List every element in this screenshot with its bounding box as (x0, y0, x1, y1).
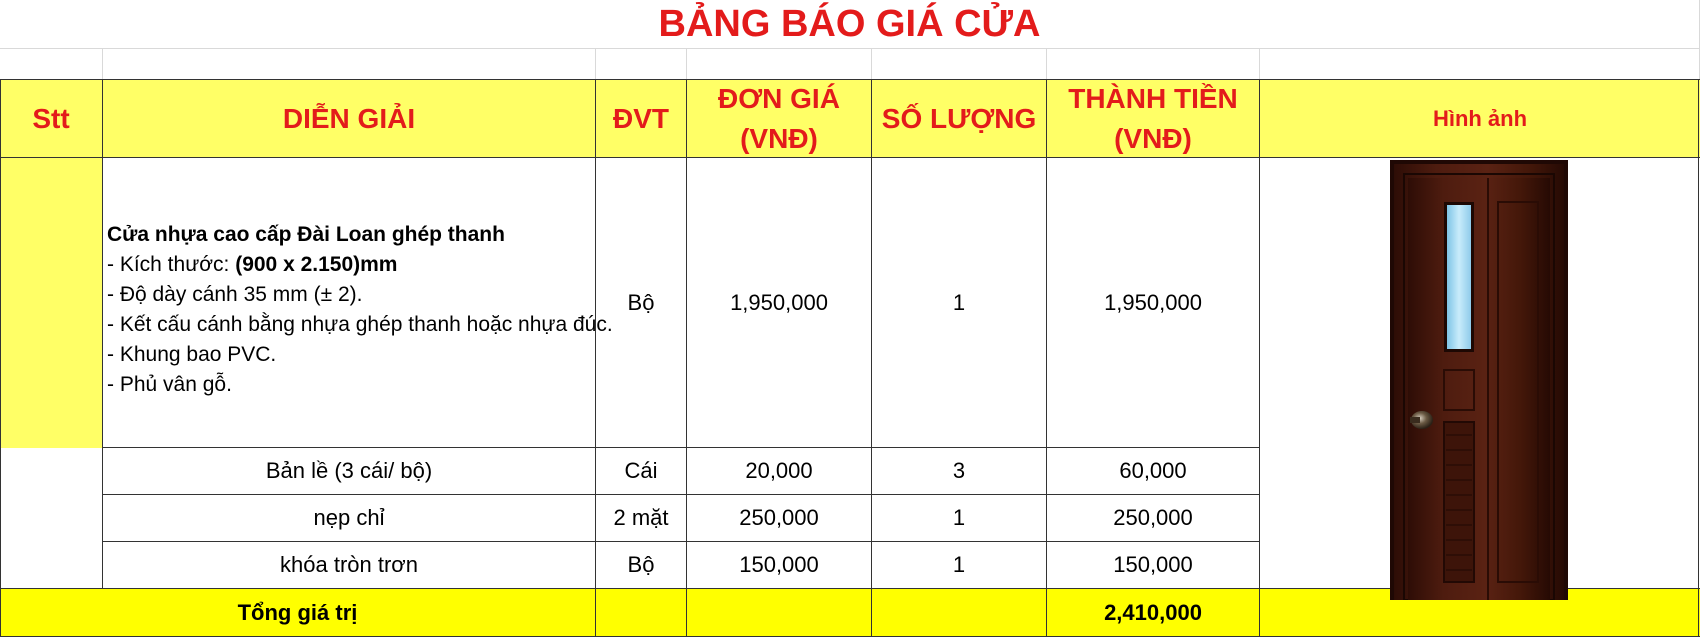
main-item-title: Cửa nhựa cao cấp Đài Loan ghép thanh (107, 223, 505, 246)
empty-cell[interactable] (0, 49, 103, 80)
table-border-top (0, 79, 1700, 80)
accessory-thanh-tien[interactable]: 150,000 (1047, 542, 1260, 589)
total-value[interactable]: 2,410,000 (1047, 589, 1260, 636)
header-border-bottom (0, 157, 1700, 158)
total-empty-so-luong[interactable] (872, 589, 1047, 636)
main-item-line: - Độ dày cánh 35 mm (± 2). (107, 283, 363, 306)
empty-cell[interactable] (1047, 49, 1260, 80)
table-border-right (1698, 79, 1699, 637)
header-thanh-tien-text: THÀNH TIỀN (VNĐ) (1068, 83, 1238, 154)
main-item-line: - Kết cấu cánh bằng nhựa ghép thanh hoặc nhựa đúc. (107, 313, 613, 336)
accessory-thanh-tien[interactable]: 60,000 (1047, 448, 1260, 495)
stt-cell-lower[interactable] (0, 448, 103, 589)
table-border-bottom (0, 636, 1700, 637)
accessory-don-gia[interactable]: 20,000 (687, 448, 872, 495)
main-item-dvt[interactable]: Bộ (596, 158, 687, 448)
main-item-line: - Khung bao PVC. (107, 343, 277, 366)
empty-cell[interactable] (1260, 49, 1700, 80)
header-dvt[interactable]: ĐVT (596, 80, 687, 158)
header-hinh-anh[interactable]: Hình ảnh (1260, 80, 1700, 158)
door-image (1390, 160, 1568, 600)
main-item-description[interactable] (103, 158, 613, 448)
total-empty-dvt[interactable] (596, 589, 687, 636)
accessory-dvt[interactable]: Cái (596, 448, 687, 495)
accessory-don-gia[interactable]: 250,000 (687, 495, 872, 542)
empty-cell[interactable] (872, 49, 1047, 80)
main-item-don-gia[interactable]: 1,950,000 (687, 158, 872, 448)
accessory-name[interactable]: nẹp chỉ (103, 495, 596, 542)
accessory-dvt[interactable]: Bộ (596, 542, 687, 589)
table-border-left (0, 79, 1, 637)
empty-cell[interactable] (596, 49, 687, 80)
accessory-so-luong[interactable]: 1 (872, 495, 1047, 542)
header-dien-giai[interactable]: DIỄN GIẢI (103, 80, 596, 158)
header-so-luong[interactable]: SỐ LƯỢNG (872, 80, 1047, 158)
accessory-thanh-tien[interactable]: 250,000 (1047, 495, 1260, 542)
accessory-name[interactable]: Bản lề (3 cái/ bộ) (103, 448, 596, 495)
total-empty-don-gia[interactable] (687, 589, 872, 636)
header-don-gia-text: ĐƠN GIÁ (VNĐ) (718, 83, 840, 154)
size-value: (900 x 2.150)mm (235, 253, 398, 276)
accessory-so-luong[interactable]: 3 (872, 448, 1047, 495)
empty-cell[interactable] (103, 49, 596, 80)
main-item-so-luong[interactable]: 1 (872, 158, 1047, 448)
sheet-title: BẢNG BÁO GIÁ CỬA (0, 0, 1700, 49)
accessory-don-gia[interactable]: 150,000 (687, 542, 872, 589)
empty-cell[interactable] (687, 49, 872, 80)
main-item-thanh-tien[interactable]: 1,950,000 (1047, 158, 1260, 448)
total-label[interactable]: Tổng giá trị (0, 589, 596, 636)
accessory-name[interactable]: khóa tròn trơn (103, 542, 596, 589)
header-don-gia[interactable] (687, 80, 872, 158)
header-stt[interactable]: Stt (0, 80, 103, 158)
header-thanh-tien[interactable] (1047, 80, 1260, 158)
main-item-size (107, 250, 595, 280)
main-item-line: - Phủ vân gỗ. (107, 373, 232, 396)
size-label: - Kích thước: (107, 253, 236, 276)
accessory-so-luong[interactable]: 1 (872, 542, 1047, 589)
accessory-dvt[interactable]: 2 mặt (596, 495, 687, 542)
stt-cell[interactable] (0, 158, 103, 448)
